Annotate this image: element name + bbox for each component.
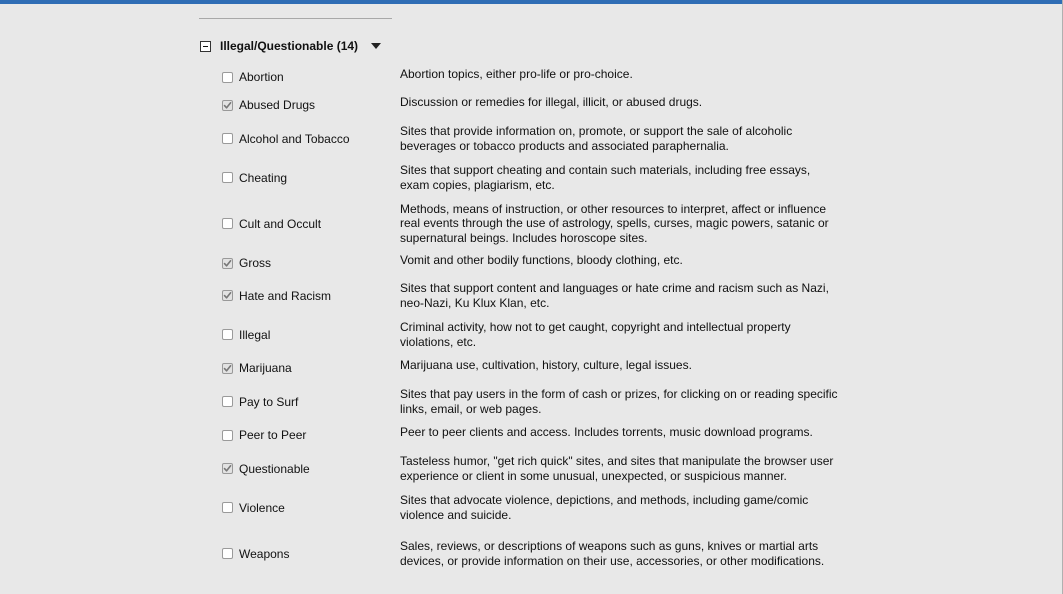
checkmark-icon	[223, 464, 232, 473]
category-row	[222, 382, 862, 421]
category-checkbox[interactable]	[222, 548, 233, 559]
category-description: Methods, means of instruction, or other resources to interpret, affect or influence real events through the use of astrology, spells, curses, magic powers, satanic or supernatural beings. Includes horoscope sites.	[400, 201, 829, 245]
category-description: Peer to peer clients and access. Includes torrents, music download programs.	[400, 424, 813, 439]
checkmark-icon	[223, 364, 232, 373]
category-list	[222, 63, 862, 580]
category-checkbox[interactable]	[222, 290, 233, 301]
category-name: Alcohol and Tobacco	[239, 131, 350, 146]
category-row	[222, 197, 862, 250]
dropdown-caret-icon[interactable]	[371, 43, 381, 49]
category-name: Hate and Racism	[239, 288, 332, 303]
category-row	[222, 354, 862, 382]
category-name: Marijuana	[239, 361, 292, 375]
category-checkbox[interactable]	[222, 363, 233, 374]
category-checkbox[interactable]	[222, 72, 233, 83]
category-name: Weapons	[239, 546, 290, 561]
category-row	[222, 527, 862, 580]
category-description: Sites that advocate violence, depictions, and methods, including game/comic violence and suicide.	[400, 492, 809, 522]
category-description: Sites that pay users in the form of cash or prizes, for clicking on or reading specific links, email, or web pages.	[400, 386, 838, 416]
category-option[interactable]	[222, 395, 400, 409]
category-description: Marijuana use, cultivation, history, culture, legal issues.	[400, 357, 692, 372]
category-name: Questionable	[239, 461, 310, 476]
category-option[interactable]	[222, 289, 400, 303]
category-group-header	[200, 38, 381, 54]
category-row	[222, 449, 862, 488]
category-option[interactable]	[222, 547, 400, 561]
category-name: Gross	[239, 256, 272, 270]
checkmark-icon	[223, 101, 232, 110]
category-option[interactable]	[222, 171, 400, 185]
category-description: Tasteless humor, "get rich quick" sites, and sites that manipulate the browser user experience or client in some unusual, unexpected, or suspicious manner.	[400, 453, 834, 483]
category-description: Sites that provide information on, promote, or support the sale of alcoholic beverages or tobacco products and associated paraphernalia.	[400, 123, 793, 153]
checkmark-icon	[223, 259, 232, 268]
category-row	[222, 315, 862, 354]
category-checkbox[interactable]	[222, 396, 233, 407]
category-option[interactable]	[222, 501, 400, 515]
category-option[interactable]	[222, 428, 400, 442]
checkmark-icon	[223, 291, 232, 300]
category-checkbox[interactable]	[222, 430, 233, 441]
category-row	[222, 421, 862, 449]
category-checkbox[interactable]	[222, 463, 233, 474]
category-description: Vomit and other bodily functions, bloody clothing, etc.	[400, 252, 683, 267]
category-option[interactable]	[222, 217, 400, 231]
window-top-bar	[0, 0, 1063, 4]
category-description: Sites that support cheating and contain such materials, including free essays, exam copies, plagiarism, etc.	[400, 162, 811, 192]
category-checkbox[interactable]	[222, 172, 233, 183]
category-name: Abused Drugs	[239, 98, 316, 112]
category-row	[222, 488, 862, 527]
category-name: Illegal	[239, 327, 271, 342]
category-option[interactable]	[222, 70, 400, 84]
category-description: Sales, reviews, or descriptions of weapons such as guns, knives or martial arts devices, or provide information on their use, accessories, or other modifications.	[400, 538, 825, 568]
category-checkbox[interactable]	[222, 133, 233, 144]
category-description: Abortion topics, either pro-life or pro-choice.	[400, 66, 633, 81]
category-option[interactable]	[222, 328, 400, 342]
category-option[interactable]	[222, 462, 400, 476]
category-checkbox[interactable]	[222, 218, 233, 229]
category-name: Pay to Surf	[239, 394, 299, 409]
category-checkbox[interactable]	[222, 100, 233, 111]
category-row	[222, 250, 862, 276]
category-description: Discussion or remedies for illegal, illicit, or abused drugs.	[400, 94, 703, 109]
category-checkbox[interactable]	[222, 258, 233, 269]
category-name: Abortion	[239, 70, 284, 84]
category-option[interactable]	[222, 361, 400, 375]
category-row	[222, 276, 862, 315]
category-option[interactable]	[222, 98, 400, 112]
category-row	[222, 119, 862, 158]
category-name: Peer to Peer	[239, 428, 307, 442]
category-name: Violence	[239, 500, 285, 515]
category-option[interactable]	[222, 256, 400, 270]
category-row	[222, 63, 862, 91]
category-row	[222, 91, 862, 119]
category-checkbox[interactable]	[222, 329, 233, 340]
category-name: Cheating	[239, 170, 288, 185]
category-description: Sites that support content and languages or hate crime and racism such as Nazi, neo-Nazi, Ku Klux Klan, etc.	[400, 280, 829, 310]
category-name: Cult and Occult	[239, 216, 322, 231]
group-title: Illegal/Questionable (14)	[220, 39, 359, 53]
category-option[interactable]	[222, 132, 400, 146]
category-description: Criminal activity, how not to get caught, copyright and intellectual property violations, etc.	[400, 319, 791, 349]
category-row	[222, 158, 862, 197]
section-divider	[199, 18, 392, 19]
category-checkbox[interactable]	[222, 502, 233, 513]
collapse-toggle-icon[interactable]	[200, 41, 211, 52]
